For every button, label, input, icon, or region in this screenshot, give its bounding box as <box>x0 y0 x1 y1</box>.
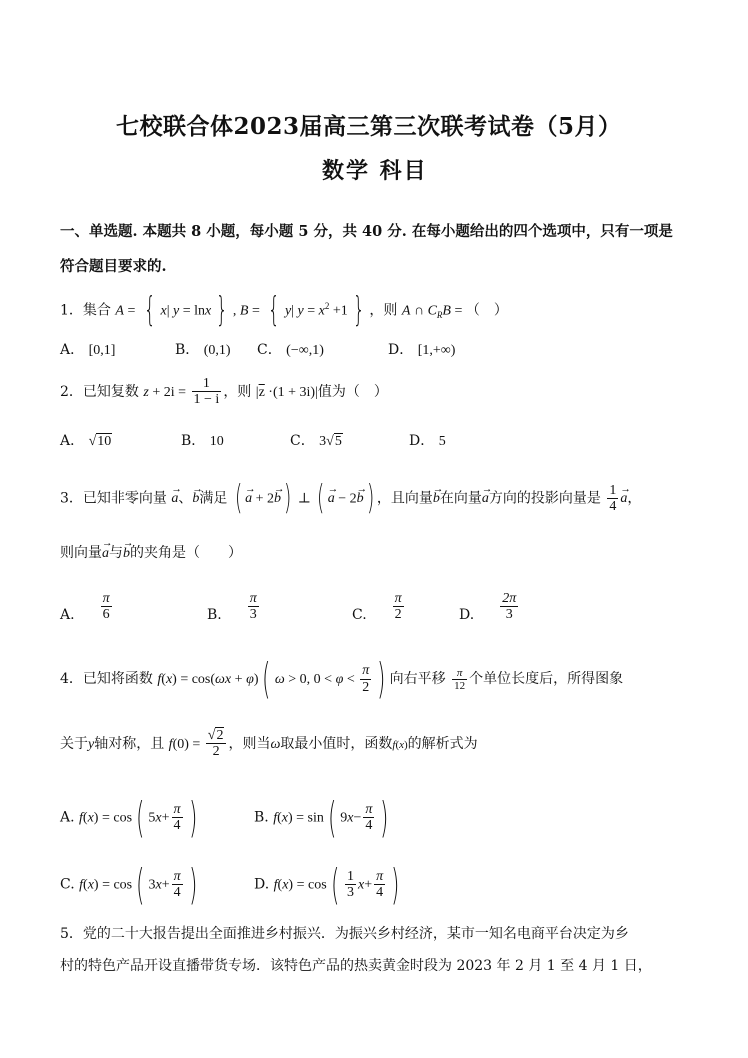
q3-option-b[interactable]: B. $\frac{\pi}{3}$ <box>207 591 257 623</box>
question-5-cont: 村的特色产品开设直播带货专场．该特色产品的热卖黄金时段为 2023 年 2 月 1 至 4 月 1 日， <box>60 958 652 974</box>
section-instructions: 一、单选题. 本题共 8 小题，每小题 5 分，共 40 分. 在每小题给出的四个选项中，只有一项是 <box>60 223 673 240</box>
page-title: 七校联合体2023届高三第三次联考试卷（5月） <box>116 113 622 140</box>
q1-option-b[interactable]: B． (0,1) <box>175 342 231 358</box>
q2-option-c[interactable]: C． 3√5 <box>290 433 342 449</box>
q4-option-a[interactable]: A. f(x) = cos( 5x+ $\frac{\pi}{4}$ ) <box>60 793 197 842</box>
q2-option-d[interactable]: D． 5 <box>409 433 446 449</box>
q1-option-d[interactable]: D． [1,+∞) <box>388 342 456 358</box>
q4-option-b[interactable]: B. f(x) = sin( 9x− $\frac{\pi}{4}$ ) <box>254 793 389 842</box>
q2-option-b[interactable]: B． 10 <box>181 433 224 449</box>
q3-option-a[interactable]: A. $\frac{\pi}{6}$ <box>60 591 110 623</box>
question-4-cont: 关于y轴对称，且 f(0) = $\frac{√2}{2}$ ，则当ω取最小值时，函数f(x)的解析式为 <box>60 728 478 760</box>
question-3: 3．已知非零向量 → a、→ b满足 ( → a + 2→ b) ⊥ ( → a − 2→ b) ，且向量→ b在向量→ a方向的投影向量是 $\frac{1}{4}$ → a， <box>60 478 641 519</box>
question-2: 2．已知复数 z + 2i = $\frac{1}{1 - i}$ ，则 $|\overline{z} \cdot(1 + 3i)|$值为（ ） <box>60 376 388 408</box>
q4-option-d[interactable]: D. f(x) = cos( $\frac{1}{3}$ x+ $\frac{\pi}{4}$ ) <box>254 860 400 909</box>
q2-option-a[interactable]: A． √10 <box>60 433 112 449</box>
section-instructions-cont: 符合题目要求的. <box>60 258 167 275</box>
question-4: 4．已知将函数 f(x) = cos(ωx + φ)( ω > 0, 0 < φ < $\frac{\pi}{2}$ ) 向右平移 $\frac{\pi}{12}$ 个单位长度后，所得图象 <box>60 654 624 703</box>
q3-option-d[interactable]: D. $\frac{2\pi}{3}$ <box>459 591 517 623</box>
question-3-cont: 则向量→ a与→ b的夹角是（ ） <box>60 545 242 563</box>
question-5: 5．党的二十大报告提出全面推进乡村振兴．为振兴乡村经济，某市一知名电商平台决定为乡 <box>60 926 629 942</box>
subject-title: 数学 科目 <box>322 158 428 184</box>
q1-option-a[interactable]: A． [0,1] <box>60 342 116 358</box>
question-1: 1．集合 A = { x| y = lnx } , B = { y| $y = x^2 +1$ } ，则 A ∩ $C_RB$ = （ ） <box>60 290 508 330</box>
q1-option-c[interactable]: C． (−∞,1) <box>257 342 324 358</box>
q3-option-c[interactable]: C. $\frac{\pi}{2}$ <box>352 591 402 623</box>
q4-option-c[interactable]: C. f(x) = cos( 3x+ $\frac{\pi}{4}$ ) <box>60 860 197 909</box>
